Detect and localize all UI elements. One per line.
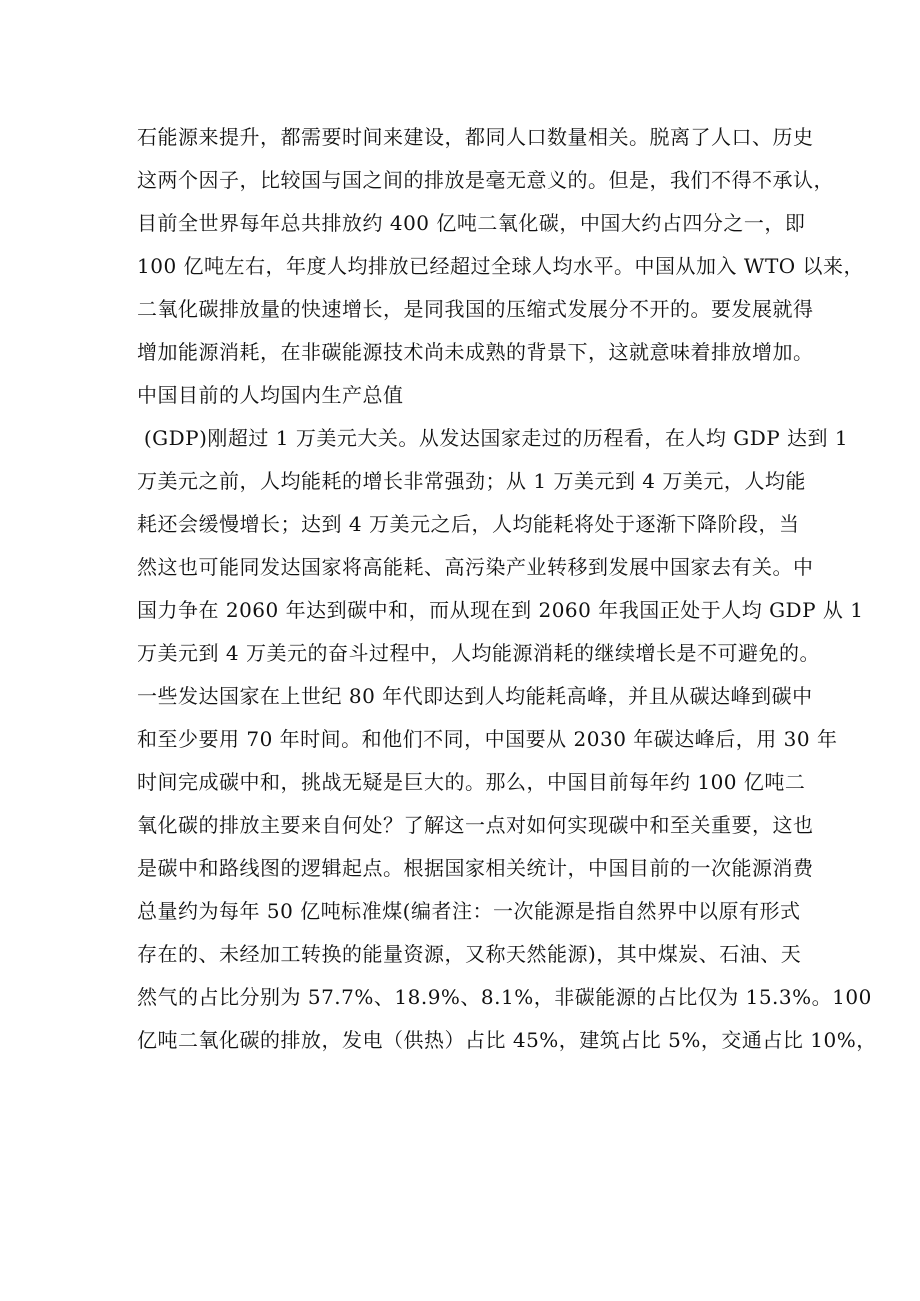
text-line: 这两个因子，比较国与国之间的排放是毫无意义的。但是，我们不得不承认，	[137, 168, 834, 192]
text-line: 万美元之前，人均能耗的增长非常强劲；从 1 万美元到 4 万美元，人均能	[137, 469, 806, 493]
text-line: 增加能源消耗，在非碳能源技术尚未成熟的背景下，这就意味着排放增加。	[137, 340, 814, 364]
text-line: 100 亿吨左右，年度人均排放已经超过全球人均水平。中国从加入 WTO 以来，	[137, 254, 865, 278]
text-line: 国力争在 2060 年达到碳中和，而从现在到 2060 年我国正处于人均 GDP 从 1	[137, 598, 864, 622]
text-line: 总量约为每年 50 亿吨标准煤(编者注：一次能源是指自然界中以原有形式	[137, 899, 801, 923]
body-text	[137, 116, 877, 1062]
text-line: 氧化碳的排放主要来自何处？了解这一点对如何实现碳中和至关重要，这也	[137, 813, 814, 837]
text-line: 存在的、未经加工转换的能量资源，又称天然能源)，其中煤炭、石油、天	[137, 942, 802, 966]
text-line: 一些发达国家在上世纪 80 年代即达到人均能耗高峰，并且从碳达峰到碳中	[137, 684, 813, 708]
text-line: 然这也可能同发达国家将高能耗、高污染产业转移到发展中国家去有关。中	[137, 555, 814, 579]
text-line: 时间完成碳中和，挑战无疑是巨大的。那么，中国目前每年约 100 亿吨二	[137, 770, 806, 794]
text-line: 万美元到 4 万美元的奋斗过程中，人均能源消耗的继续增长是不可避免的。	[137, 641, 820, 665]
text-line: 中国目前的人均国内生产总值	[137, 383, 404, 407]
text-line: 目前全世界每年总共排放约 400 亿吨二氧化碳，中国大约占四分之一，即	[137, 211, 806, 235]
text-line: 然气的占比分别为 57.7%、18.9%、8.1%，非碳能源的占比仅为 15.3%。100	[137, 985, 872, 1009]
text-line: 二氧化碳排放量的快速增长，是同我国的压缩式发展分不开的。要发展就得	[137, 297, 814, 321]
text-line: 石能源来提升，都需要时间来建设，都同人口数量相关。脱离了人口、历史	[137, 125, 814, 149]
text-line: (GDP)刚超过 1 万美元大关。从发达国家走过的历程看，在人均 GDP 达到 1	[137, 426, 849, 450]
text-line: 是碳中和路线图的逻辑起点。根据国家相关统计，中国目前的一次能源消费	[137, 856, 814, 880]
text-line: 亿吨二氧化碳的排放，发电（供热）占比 45%，建筑占比 5%，交通占比 10%，	[137, 1028, 877, 1052]
text-line: 和至少要用 70 年时间。和他们不同，中国要从 2030 年碳达峰后，用 30 年	[137, 727, 838, 751]
text-line: 耗还会缓慢增长；达到 4 万美元之后，人均能耗将处于逐渐下降阶段，当	[137, 512, 800, 536]
